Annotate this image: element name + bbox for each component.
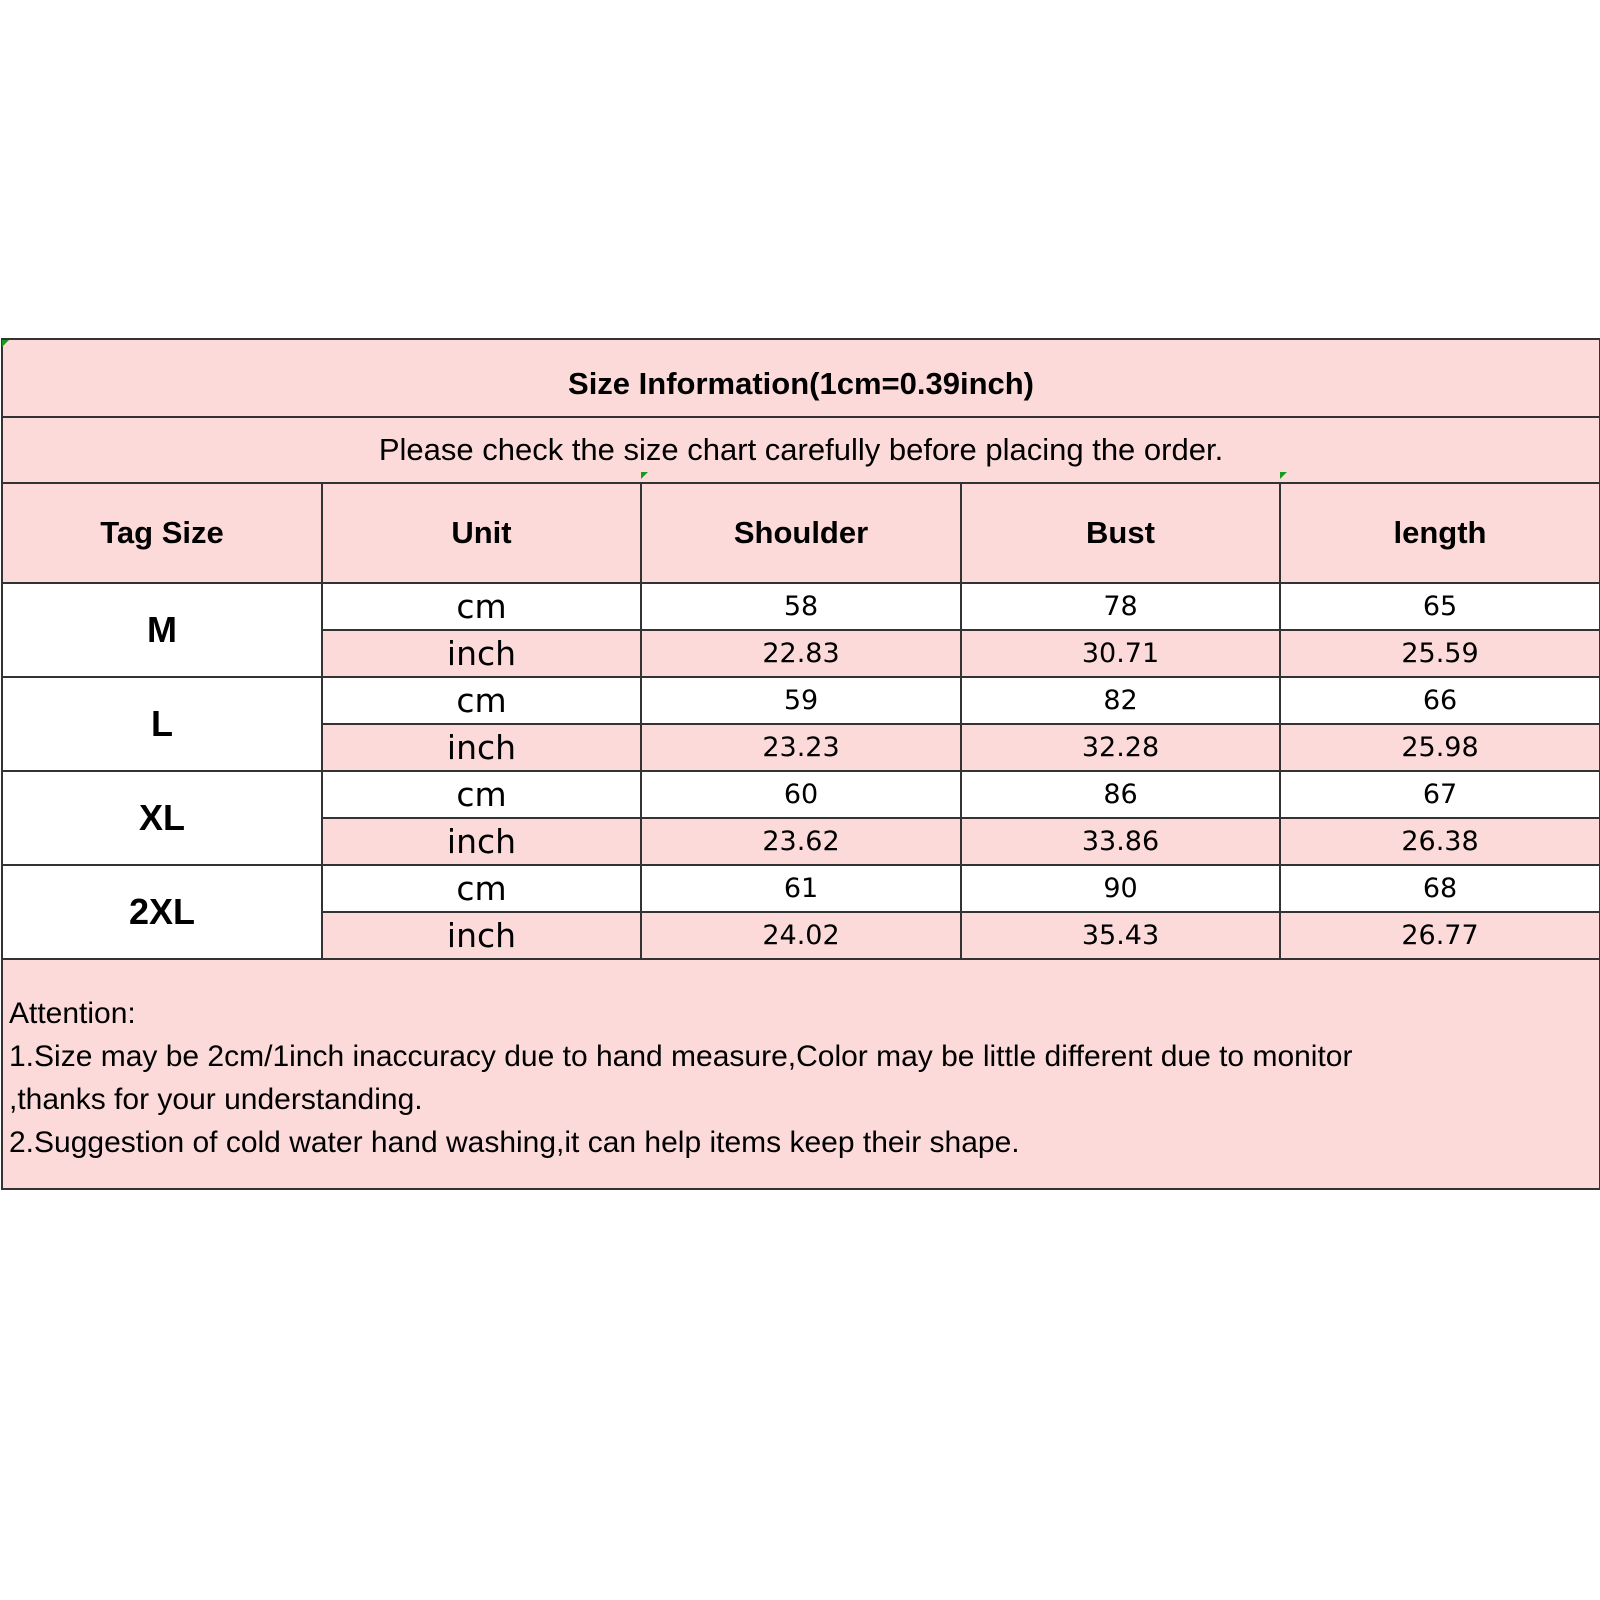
header-row <box>2 483 1600 583</box>
attention-heading: Attention: <box>9 997 136 1030</box>
header-unit: Unit <box>322 483 641 583</box>
bust-value: 78 <box>961 583 1280 630</box>
shoulder-value: 22.83 <box>641 630 961 677</box>
header-tag-size: Tag Size <box>2 483 322 583</box>
attention-notes <box>2 959 1600 1189</box>
tag-size-l: L <box>2 677 322 771</box>
unit-cell: cm <box>322 865 641 912</box>
bust-value: 90 <box>961 865 1280 912</box>
table-row <box>2 677 1600 724</box>
length-value: 26.38 <box>1280 818 1600 865</box>
shoulder-value: 60 <box>641 771 961 818</box>
table-row <box>2 865 1600 912</box>
bust-value: 35.43 <box>961 912 1280 959</box>
header-bust: Bust <box>961 483 1280 583</box>
cell-comment-marker-icon <box>2 340 9 347</box>
length-value: 65 <box>1280 583 1600 630</box>
tag-size-m: M <box>2 583 322 677</box>
chart-subtitle: Please check the size chart carefully before placing the order. <box>2 417 1600 483</box>
cell-comment-marker-icon <box>1280 472 1287 479</box>
length-value: 67 <box>1280 771 1600 818</box>
table-row <box>2 583 1600 630</box>
note-line: 2.Suggestion of cold water hand washing,it can help items keep their shape. <box>9 1126 1020 1159</box>
unit-cell: inch <box>322 912 641 959</box>
size-chart-table <box>1 338 1600 1190</box>
unit-cell: inch <box>322 724 641 771</box>
shoulder-value: 61 <box>641 865 961 912</box>
length-value: 25.59 <box>1280 630 1600 677</box>
unit-cell: inch <box>322 818 641 865</box>
bust-value: 32.28 <box>961 724 1280 771</box>
unit-cell: cm <box>322 771 641 818</box>
shoulder-value: 24.02 <box>641 912 961 959</box>
unit-cell: inch <box>322 630 641 677</box>
table-row <box>2 771 1600 818</box>
shoulder-value: 23.23 <box>641 724 961 771</box>
bust-value: 33.86 <box>961 818 1280 865</box>
tag-size-xl: XL <box>2 771 322 865</box>
note-line: ,thanks for your understanding. <box>9 1083 423 1116</box>
unit-cell: cm <box>322 583 641 630</box>
shoulder-value: 23.62 <box>641 818 961 865</box>
bust-value: 86 <box>961 771 1280 818</box>
unit-cell: cm <box>322 677 641 724</box>
shoulder-value: 58 <box>641 583 961 630</box>
bust-value: 30.71 <box>961 630 1280 677</box>
length-value: 26.77 <box>1280 912 1600 959</box>
length-value: 68 <box>1280 865 1600 912</box>
bust-value: 82 <box>961 677 1280 724</box>
length-value: 25.98 <box>1280 724 1600 771</box>
note-line: 1.Size may be 2cm/1inch inaccuracy due to hand measure,Color may be little different due to monitor <box>9 1040 1353 1073</box>
header-length: length <box>1280 483 1600 583</box>
chart-title: Size Information(1cm=0.39inch) <box>2 339 1600 417</box>
cell-comment-marker-icon <box>641 472 648 479</box>
shoulder-value: 59 <box>641 677 961 724</box>
tag-size-2xl: 2XL <box>2 865 322 959</box>
header-shoulder: Shoulder <box>641 483 961 583</box>
length-value: 66 <box>1280 677 1600 724</box>
